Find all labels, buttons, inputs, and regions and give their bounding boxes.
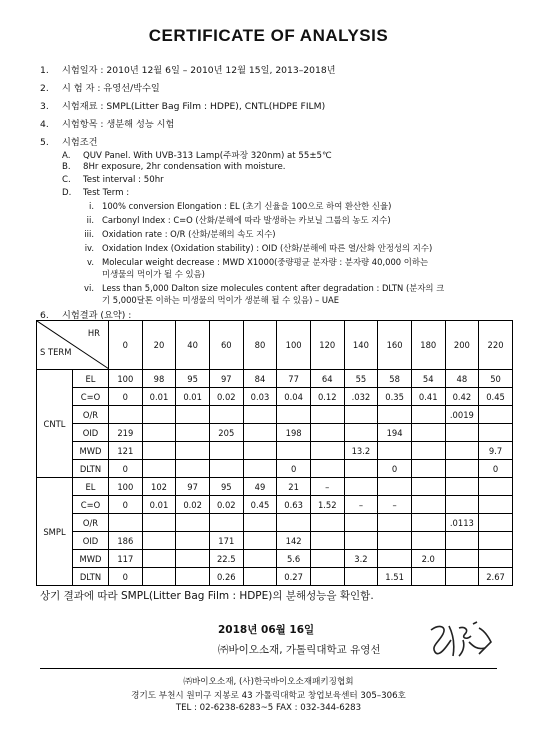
value-cell: 95 [176,370,210,388]
value-cell [142,514,176,532]
condition-marker: C. [62,175,71,185]
value-cell: 21 [277,478,311,496]
value-cell: 102 [142,478,176,496]
hour-header-cell: 60 [209,321,243,370]
value-cell [378,478,412,496]
value-cell: – [310,478,344,496]
section-label: 시 험 자 : 유영선/박수일 [62,83,160,94]
value-cell: 0 [109,568,143,586]
value-cell [209,406,243,424]
value-cell: 100 [109,370,143,388]
hour-header-cell: 80 [243,321,277,370]
value-cell [378,550,412,568]
value-cell [142,442,176,460]
value-cell: 0.02 [176,496,210,514]
value-cell [479,514,513,532]
value-cell: 0.12 [310,388,344,406]
value-cell: 95 [209,478,243,496]
condition-b [62,162,286,172]
term-ii [86,214,391,226]
value-cell: 0.03 [243,388,277,406]
condition-text: QUV Panel. With UVB-313 Lamp(주파장 320nm) at 55±5℃ [83,151,332,161]
value-cell: 0 [109,460,143,478]
value-cell: 97 [176,478,210,496]
condition-text: Test interval : 50hr [83,175,164,185]
term-text: Less than 5,000 Dalton size molecules content after degradation : DLTN (분자의 크 [102,283,445,293]
value-cell [243,424,277,442]
value-cell [378,532,412,550]
term-label-cell: DLTN [73,460,109,478]
value-cell [310,442,344,460]
hour-header-cell: 200 [445,321,479,370]
value-cell [142,568,176,586]
value-cell [445,568,479,586]
value-cell [310,406,344,424]
table-row [37,568,513,586]
value-cell [378,514,412,532]
condition-marker: D. [62,188,72,198]
term-axis-label: S TERM [40,347,72,357]
value-cell [411,568,445,586]
section-material [40,98,325,112]
value-cell [411,406,445,424]
hours-axis-label: HR [87,328,100,338]
section-conditions [40,134,98,148]
table-row [37,514,513,532]
term-marker: vi. [84,283,94,293]
value-cell [344,568,378,586]
value-cell: 0.01 [142,496,176,514]
value-cell [243,568,277,586]
value-cell: 142 [277,532,311,550]
hour-header-cell: 160 [378,321,412,370]
value-cell: 0.02 [209,496,243,514]
value-cell [445,424,479,442]
hour-header-cell: 0 [109,321,143,370]
value-cell [176,550,210,568]
value-cell [176,406,210,424]
value-cell: 0 [109,496,143,514]
term-marker: i. [89,201,94,211]
hour-header-cell: 100 [277,321,311,370]
group-label-cell: CNTL [37,370,73,478]
value-cell: 58 [378,370,412,388]
value-cell [176,424,210,442]
hour-header-cell: 140 [344,321,378,370]
value-cell [209,442,243,460]
value-cell [445,460,479,478]
term-label-cell: OID [73,424,109,442]
value-cell [142,406,176,424]
value-cell: 1.51 [378,568,412,586]
results-table [36,320,513,586]
value-cell: 48 [445,370,479,388]
hour-header-cell: 20 [142,321,176,370]
term-label-cell: DLTN [73,568,109,586]
value-cell: 198 [277,424,311,442]
value-cell [310,532,344,550]
term-vi [84,282,445,306]
value-cell [310,424,344,442]
value-cell [445,442,479,460]
footer-organization: ㈜바이오소재, (사)한국바이오소재패키징협회 [183,677,354,687]
table-corner-cell [37,321,109,370]
term-label-cell: C=O [73,388,109,406]
value-cell [310,550,344,568]
value-cell [243,406,277,424]
section-results [40,307,131,321]
value-cell: 0.41 [411,388,445,406]
value-cell: 0.26 [209,568,243,586]
value-cell: 49 [243,478,277,496]
value-cell [344,460,378,478]
condition-a [62,149,332,161]
value-cell [277,406,311,424]
conclusion-text: 상기 결과에 따라 SMPL(Litter Bag Film : HDPE)의 분해성능을 확인함. [40,590,374,602]
signer-name: ㈜바이오소재, 가톨릭대학교 유영선 [218,644,381,656]
table-row [37,478,513,496]
value-cell [277,442,311,460]
value-cell: 0.45 [479,388,513,406]
value-cell: 121 [109,442,143,460]
hour-header-cell: 40 [176,321,210,370]
term-text: Oxidation Index (Oxidation stability) : OID (산화/분해에 따른 열/산화 안정성의 지수) [102,243,433,253]
value-cell [176,460,210,478]
term-label-cell: O/R [73,514,109,532]
value-cell [209,514,243,532]
value-cell [176,514,210,532]
value-cell: .032 [344,388,378,406]
value-cell [142,424,176,442]
value-cell [344,532,378,550]
footer-divider [40,668,497,669]
value-cell [479,496,513,514]
term-label-cell: O/R [73,406,109,424]
section-label: 시험재료 : SMPL(Litter Bag Film : HDPE), CNTL(HDPE FILM) [62,101,326,112]
value-cell: 0 [277,460,311,478]
term-marker: ii. [86,215,94,225]
value-cell: 9.7 [479,442,513,460]
value-cell: 0.45 [243,496,277,514]
value-cell: 100 [109,478,143,496]
value-cell [445,550,479,568]
value-cell [310,568,344,586]
value-cell: 13.2 [344,442,378,460]
term-marker: iv. [84,243,94,253]
value-cell: 0.01 [142,388,176,406]
term-marker: v. [87,257,94,267]
value-cell [344,478,378,496]
value-cell [310,460,344,478]
value-cell [243,460,277,478]
value-cell [411,478,445,496]
term-iii [84,228,276,240]
table-row [37,460,513,478]
value-cell [176,442,210,460]
value-cell [479,424,513,442]
value-cell: 77 [277,370,311,388]
value-cell: 186 [109,532,143,550]
value-cell [445,532,479,550]
value-cell: 3.2 [344,550,378,568]
value-cell: 171 [209,532,243,550]
value-cell [142,550,176,568]
section-number: 1. [40,65,49,76]
term-text-continued: 미생물의 먹이가 될 수 있음) [102,269,205,279]
term-i [89,200,392,212]
value-cell [411,532,445,550]
value-cell [479,478,513,496]
value-cell [411,460,445,478]
value-cell [411,442,445,460]
value-cell: 0.35 [378,388,412,406]
document-title: CERTIFICATE OF ANALYSIS [148,26,389,45]
value-cell [109,514,143,532]
value-cell [411,514,445,532]
value-cell [243,532,277,550]
value-cell [445,496,479,514]
value-cell: 98 [142,370,176,388]
condition-text: Test Term : [83,188,130,198]
value-cell: 84 [243,370,277,388]
term-text-continued: 기 5,000달톤 이하는 미생물의 먹이가 생분해 될 수 있음) – UAE [102,295,340,305]
value-cell: .0019 [445,406,479,424]
section-number: 4. [40,119,49,130]
value-cell: 1.52 [310,496,344,514]
value-cell: – [344,496,378,514]
table-row [37,406,513,424]
section-number: 3. [40,101,49,112]
value-cell [243,442,277,460]
value-cell [445,478,479,496]
section-label: 시험항목 : 생분해 성능 시험 [62,119,175,130]
value-cell [109,406,143,424]
value-cell [142,532,176,550]
handwritten-signature [425,616,497,662]
value-cell [310,514,344,532]
section-test-date [40,62,336,76]
value-cell [479,406,513,424]
value-cell: 55 [344,370,378,388]
term-v [87,256,429,280]
value-cell [411,424,445,442]
term-label-cell: MWD [73,442,109,460]
table-header-row [37,321,513,370]
value-cell: 0 [378,460,412,478]
value-cell: 0.02 [209,388,243,406]
value-cell [176,532,210,550]
value-cell: 0 [479,460,513,478]
value-cell: 219 [109,424,143,442]
value-cell: 2.0 [411,550,445,568]
footer-contact: TEL : 02-6238-6283~5 FAX : 032-344-6283 [175,703,362,713]
section-test-item [40,116,174,130]
table-row [37,496,513,514]
condition-c [62,175,164,185]
value-cell [378,406,412,424]
value-cell [344,406,378,424]
condition-marker: A. [62,151,71,161]
group-label-cell: SMPL [37,478,73,586]
value-cell: 194 [378,424,412,442]
term-label-cell: MWD [73,550,109,568]
section-number: 2. [40,83,49,94]
value-cell: 5.6 [277,550,311,568]
value-cell: 0.42 [445,388,479,406]
hour-header-cell: 220 [479,321,513,370]
value-cell: 0.63 [277,496,311,514]
value-cell: .0113 [445,514,479,532]
value-cell: 97 [209,370,243,388]
term-label-cell: OID [73,532,109,550]
value-cell [411,496,445,514]
term-label-cell: EL [73,370,109,388]
table-row [37,550,513,568]
condition-marker: B. [62,162,71,172]
table-row [37,424,513,442]
hour-header-cell: 120 [310,321,344,370]
value-cell [277,514,311,532]
term-iv [84,242,433,254]
value-cell [479,550,513,568]
section-label: 시험조건 [62,137,98,148]
value-cell [479,532,513,550]
value-cell [344,514,378,532]
footer-address: 경기도 부천시 원미구 지봉로 43 가톨릭대학교 창업보육센터 305–306호 [131,691,406,701]
value-cell: 0 [109,388,143,406]
value-cell: – [378,496,412,514]
condition-d [62,188,129,198]
term-text: Carbonyl Index : C=O (산화/분해에 따라 발생하는 카보닐 그룹의 농도 지수) [102,215,391,225]
issue-date: 2018년 06월 16일 [218,624,315,636]
value-cell [344,424,378,442]
term-text: Molecular weight decrease : MWD X1000(중량평균 분자량 : 분자량 40,000 이하는 [102,257,429,267]
section-tester [40,80,160,94]
table-row [37,532,513,550]
section-number: 6. [40,310,49,321]
table-row [37,370,513,388]
condition-text: 8Hr exposure, 2hr condensation with moisture. [83,162,286,172]
term-label-cell: EL [73,478,109,496]
value-cell [243,550,277,568]
table-row [37,388,513,406]
value-cell [378,442,412,460]
value-cell [209,460,243,478]
value-cell: 50 [479,370,513,388]
value-cell: 0.27 [277,568,311,586]
value-cell [243,514,277,532]
hour-header-cell: 180 [411,321,445,370]
value-cell: 205 [209,424,243,442]
section-number: 5. [40,137,49,148]
term-marker: iii. [84,229,94,239]
value-cell [142,460,176,478]
value-cell: 117 [109,550,143,568]
section-label: 시험결과 (요약) : [62,310,132,321]
value-cell [176,568,210,586]
term-text: Oxidation rate : O/R (산화/분해의 속도 지수) [102,229,276,239]
value-cell: 0.01 [176,388,210,406]
section-label: 시험일자 : 2010년 12월 6일 – 2010년 12월 15일, 2013–2018년 [62,65,336,76]
value-cell: 64 [310,370,344,388]
term-text: 100% conversion Elongation : EL (초기 신율을 100으로 하여 환산한 신율) [102,201,392,211]
value-cell: 2.67 [479,568,513,586]
value-cell: 54 [411,370,445,388]
table-row [37,442,513,460]
term-label-cell: C=O [73,496,109,514]
value-cell: 0.04 [277,388,311,406]
value-cell: 22.5 [209,550,243,568]
